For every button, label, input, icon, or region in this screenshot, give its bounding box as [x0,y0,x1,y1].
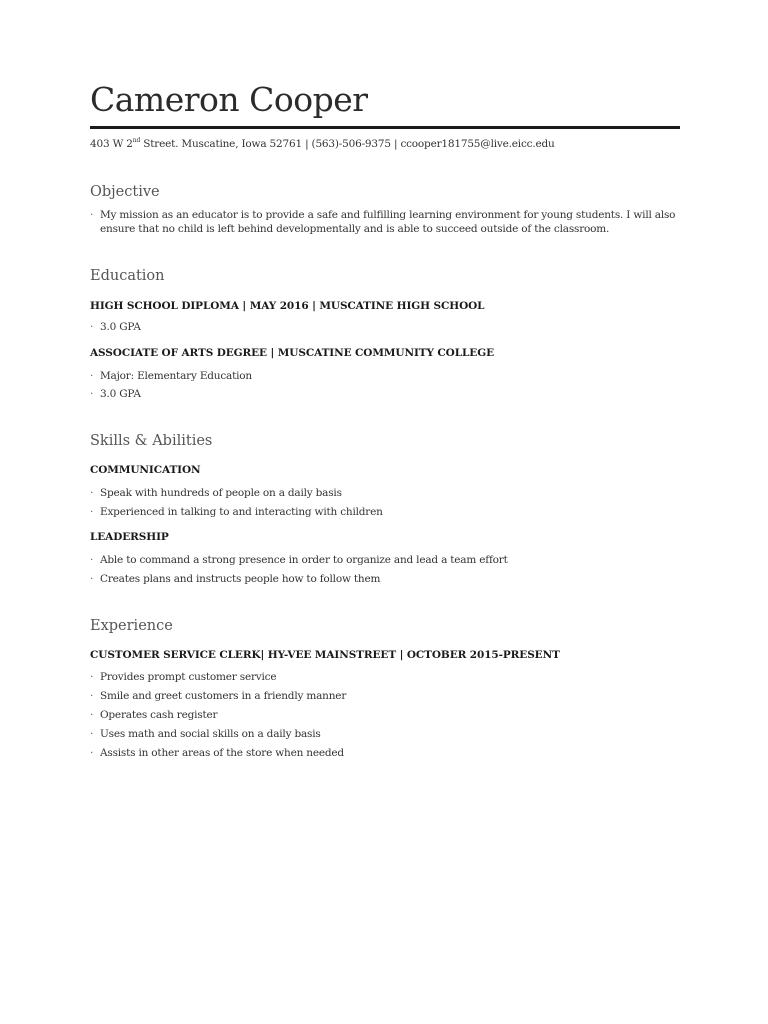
skills-item [90,505,680,519]
experience-item [90,670,680,684]
education-item-text: Major: Elementary Education [100,370,252,382]
resume-name: Cameron Cooper [90,80,368,119]
skills-item-text: Experienced in talking to and interacting with children [100,506,383,518]
objective-item [90,208,680,236]
education-item-text: 3.0 GPA [100,321,141,333]
objective-text: My mission as an educator is to provide a safe and fulfilling learning environment for young students. I will also ensure that no child is left behind developmentally and is able to succeed outside of the classroom. [100,209,676,235]
education-item [90,320,680,334]
experience-item-text: Assists in other areas of the store when needed [100,747,344,759]
skills-item-text: Able to command a strong presence in order to organize and lead a team effort [100,554,508,566]
bullet-dot: · [90,321,94,333]
contact-address-post: Street. Muscatine, Iowa 52761 | (563)-506-9375 | ccooper181755@live.eicc.edu [140,138,555,150]
experience-heading: CUSTOMER SERVICE CLERK| HY-VEE MAINSTREET | OCTOBER 2015-PRESENT [90,649,560,661]
experience-item-text: Smile and greet customers in a friendly manner [100,690,347,702]
education-heading-1: HIGH SCHOOL DIPLOMA | MAY 2016 | MUSCATINE HIGH SCHOOL [90,300,485,312]
skills-item [90,572,680,586]
skills-item [90,553,680,567]
contact-address-pre: 403 W 2 [90,138,133,150]
education-heading-2: ASSOCIATE OF ARTS DEGREE | MUSCATINE COMMUNITY COLLEGE [90,347,494,359]
header-rule [90,126,680,129]
experience-item-text: Operates cash register [100,709,218,721]
education-title: Education [90,268,165,284]
bullet-dot: · [90,487,94,499]
contact-address-sup: nd [132,137,141,144]
skills-heading-leadership: LEADERSHIP [90,531,169,543]
skills-heading-communication: COMMUNICATION [90,464,201,476]
skills-item-text: Creates plans and instructs people how to follow them [100,573,381,585]
experience-item [90,727,680,741]
bullet-dot: · [90,709,94,721]
bullet-dot: · [90,209,94,221]
experience-item [90,746,680,760]
bullet-dot: · [90,554,94,566]
experience-title: Experience [90,618,173,634]
bullet-dot: · [90,747,94,759]
education-item [90,369,680,383]
education-item-text: 3.0 GPA [100,388,141,400]
experience-item [90,689,680,703]
bullet-dot: · [90,690,94,702]
skills-item-text: Speak with hundreds of people on a daily basis [100,487,342,499]
objective-title: Objective [90,184,160,200]
bullet-dot: · [90,370,94,382]
education-item [90,387,680,401]
bullet-dot: · [90,728,94,740]
bullet-dot: · [90,506,94,518]
bullet-dot: · [90,573,94,585]
bullet-dot: · [90,388,94,400]
experience-item-text: Uses math and social skills on a daily basis [100,728,321,740]
skills-item [90,486,680,500]
contact-line [90,138,555,150]
experience-item-text: Provides prompt customer service [100,671,277,683]
experience-item [90,708,680,722]
skills-title: Skills & Abilities [90,433,213,449]
bullet-dot: · [90,671,94,683]
